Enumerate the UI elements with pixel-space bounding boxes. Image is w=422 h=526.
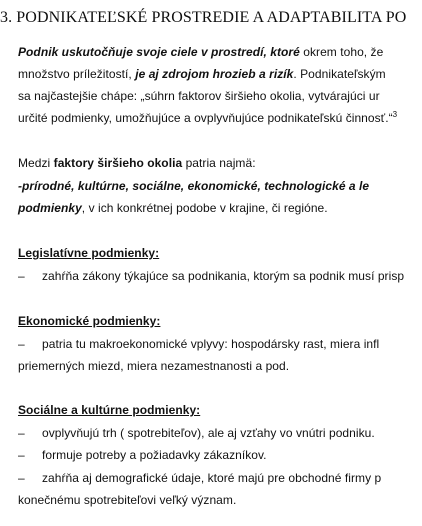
social-item-2	[18, 447, 267, 463]
para1-emphasis: je aj zdrojom hrozieb a rizík	[135, 67, 294, 81]
para1-line3: sa najčastejšie chápe: „súhrn faktorov širšieho okolia, vytvárajúci ur	[18, 89, 380, 103]
para1-text: okrem toho, že	[299, 45, 384, 59]
legislative-item	[18, 268, 404, 284]
para2-line2: -prírodné, kultúrne, sociálne, ekonomické, technologické a le	[18, 179, 370, 193]
para1-line1	[18, 44, 383, 60]
para2-text: patria najmä:	[182, 156, 256, 170]
para2-text: Medzi	[18, 156, 54, 170]
para1-text: . Podnikateľským	[293, 67, 386, 81]
social-item-3-line2: konečnému spotrebiteľovi veľký význam.	[18, 493, 237, 507]
para1-line2	[18, 66, 386, 82]
bullet-dash: –	[18, 337, 25, 351]
para2-line3	[18, 200, 328, 216]
social-item-3-line1	[18, 470, 381, 486]
para1-text: určité podmienky, umožňujúce a ovplyvňujúce podnikateľskú činnosť.“	[18, 111, 393, 125]
bullet-dash: –	[18, 269, 25, 283]
economic-heading: Ekonomické podmienky:	[18, 314, 161, 328]
para2-line1	[18, 155, 256, 171]
bullet-dash: –	[18, 448, 25, 462]
list-item-text: zahŕňa aj demografické údaje, ktoré majú pre obchodné firmy p	[42, 471, 382, 485]
bullet-dash: –	[18, 471, 25, 485]
para1-line4	[18, 110, 397, 126]
economic-item-line2: priemerných miezd, miera nezamestnanosti a pod.	[18, 359, 290, 373]
legislative-heading: Legislatívne podmienky:	[18, 246, 160, 260]
list-item-text: ovplyvňujú trh ( spotrebiteľov), ale aj vzťahy vo vnútri podniku.	[42, 426, 375, 440]
social-item-1	[18, 425, 375, 441]
bullet-dash: –	[18, 426, 25, 440]
list-item-text: zahŕňa zákony týkajúce sa podnikania, ktorým sa podnik musí prisp	[42, 269, 405, 283]
section-heading: 3. PODNIKATEĽSKÉ PROSTREDIE A ADAPTABILITA PO	[0, 9, 407, 26]
para2-emphasis: podmienky	[18, 201, 82, 215]
economic-item-line1	[18, 336, 379, 352]
para2-text: , v ich konkrétnej podobe v krajine, či regióne.	[81, 201, 328, 215]
list-item-text: patria tu makroekonomické vplyvy: hospodársky rast, miera infl	[42, 337, 380, 351]
para1-text: množstvo príležitostí,	[18, 67, 136, 81]
social-heading: Sociálne a kultúrne podmienky:	[18, 403, 201, 417]
list-item-text: formuje potreby a požiadavky zákazníkov.	[42, 448, 267, 462]
para1-emphasis: Podnik uskutočňuje svoje ciele v prostredí, ktoré	[18, 45, 300, 59]
footnote-ref[interactable]: 3	[392, 110, 398, 119]
para2-emphasis: faktory širšieho okolia	[53, 156, 183, 170]
